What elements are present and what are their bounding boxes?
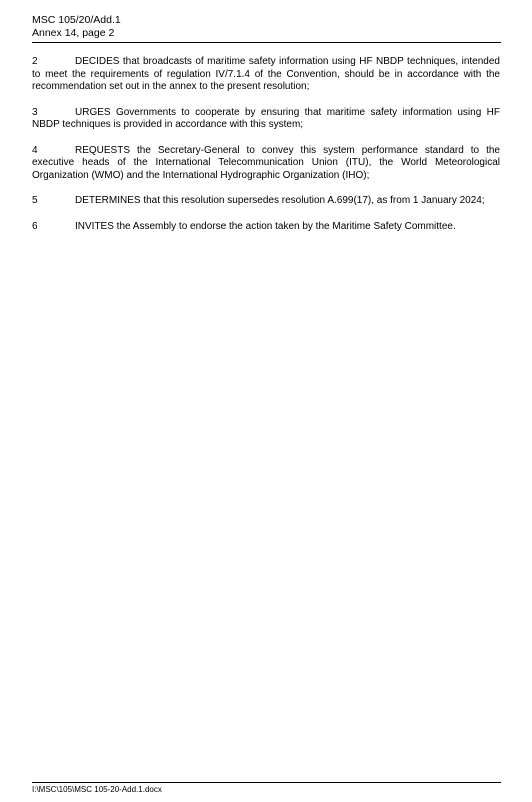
paragraph-text: URGES Governments to cooperate by ensuring that maritime safety information using HF NBDP techniques is provided in accordance with this system;: [32, 106, 500, 130]
paragraph-number: 2: [32, 56, 38, 67]
file-path-footer: I:\MSC\105\MSC 105-20-Add.1.docx: [32, 785, 162, 794]
document-body: [32, 56, 500, 246]
paragraph-number: 6: [32, 220, 38, 232]
page-header: [32, 14, 501, 39]
paragraph-4: [32, 145, 500, 183]
paragraph-number: 3: [32, 106, 38, 118]
paragraph-text: INVITES the Assembly to endorse the action taken by the Maritime Safety Committee.: [75, 220, 456, 232]
paragraph-text: DECIDES that broadcasts of maritime safety information using HF NBDP techniques, intended to meet the requirements of regulation IV/7.1.4 of the Convention, should be in accordance with the recommendation set out in the annex to the present resolution;: [32, 56, 500, 92]
footer-divider: [32, 782, 501, 783]
header-divider: [32, 42, 501, 43]
paragraph-text: REQUESTS the Secretary-General to convey this system performance standard to the executive heads of the International Telecommunication Union (ITU), the World Meteorological Organization (WMO) and the International Hydrographic Organization (IHO);: [32, 144, 500, 181]
paragraph-number: 4: [32, 144, 38, 156]
paragraph-2: [32, 56, 500, 94]
paragraph-3: [32, 107, 500, 132]
paragraph-text: DETERMINES that this resolution supersedes resolution A.699(17), as from 1 January 2024;: [75, 195, 485, 206]
paragraph-number: 5: [32, 195, 38, 206]
paragraph-5: [32, 195, 500, 208]
document-reference: MSC 105/20/Add.1: [32, 14, 121, 26]
paragraph-6: [32, 221, 500, 234]
annex-page-label: Annex 14, page 2: [32, 26, 115, 39]
